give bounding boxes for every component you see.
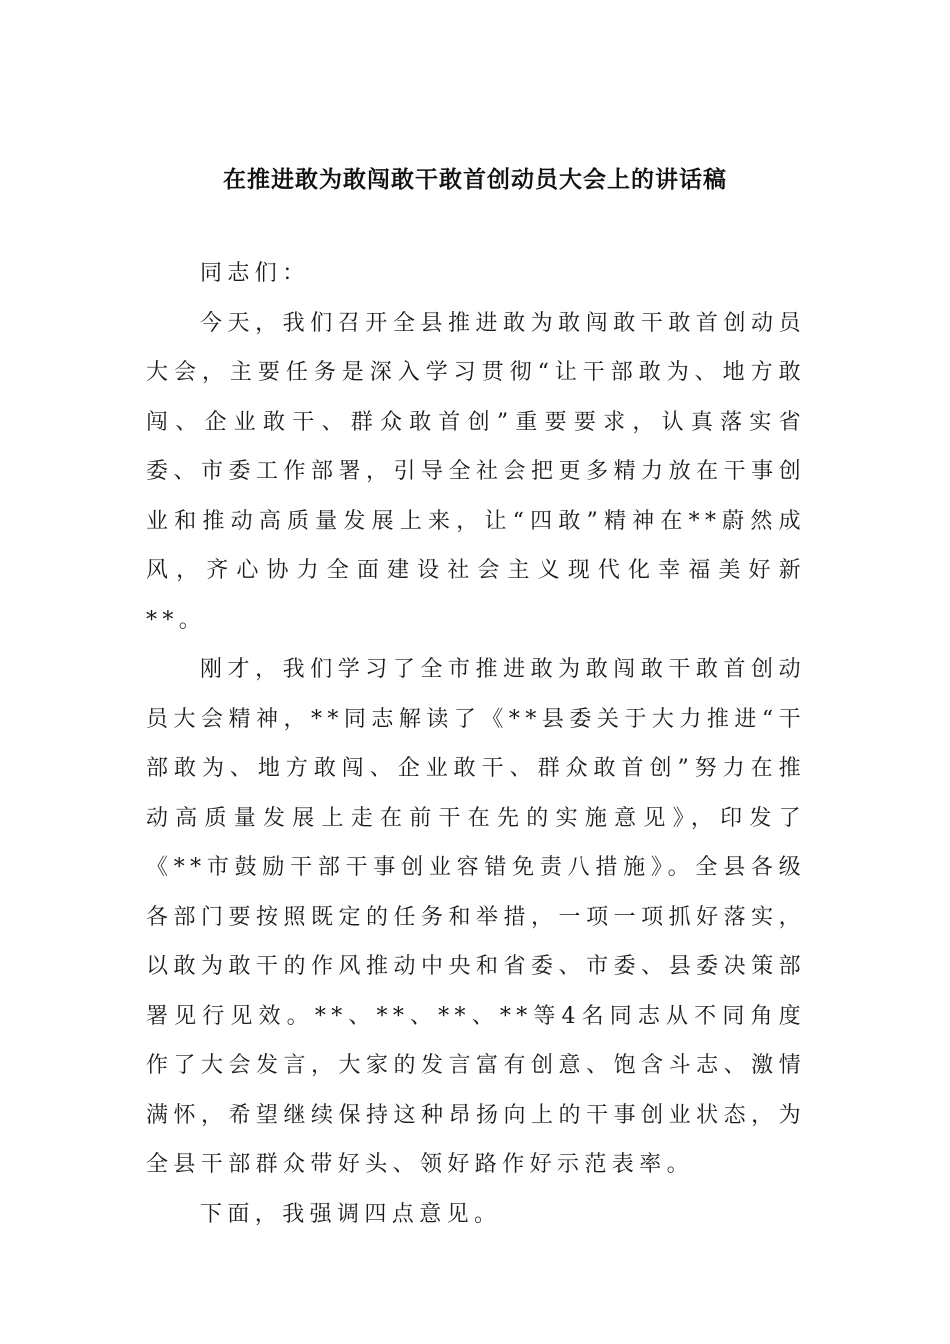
document-body [146,249,806,1239]
salutation: 同志们： [200,261,310,286]
paragraph-3: 下面，我强调四点意见。 [200,1201,502,1227]
document-title: 在推进敢为敢闯敢干敢首创动员大会上的讲话稿 [223,167,727,193]
paragraph-2: 刚才，我们学习了全市推进敢为敢闯敢干敢首创动员大会精神，**同志解读了《**县委关于大力推进“干部敢为、地方敢闯、企业敢干、群众敢首创”努力在推动高质量发展上走在前干在先的实施意见》，印发了《**市鼓励干部干事创业容错免责八措施》。全县各级各部门要按照既定的任务和举措，一项一项抓好落实，以敢为敢干的作风推动中央和省委、市委、县委决策部署见行见效。**、**、**、**等4名同志从不同角度作了大会发言，大家的发言富有创意、饱含斗志、激情满怀，希望继续保持这种昂扬向上的干事创业状态，为全县干部群众带好头、领好路作好示范表率。 [146,657,806,1177]
paragraph-1: 今天，我们召开全县推进敢为敢闯敢干敢首创动员大会，主要任务是深入学习贯彻“让干部敢为、地方敢闯、企业敢干、群众敢首创”重要要求，认真落实省委、市委工作部署，引导全社会把更多精力放在干事创业和推动高质量发展上来，让“四敢”精神在**蔚然成风，齐心协力全面建设社会主义现代化幸福美好新**。 [146,310,806,633]
